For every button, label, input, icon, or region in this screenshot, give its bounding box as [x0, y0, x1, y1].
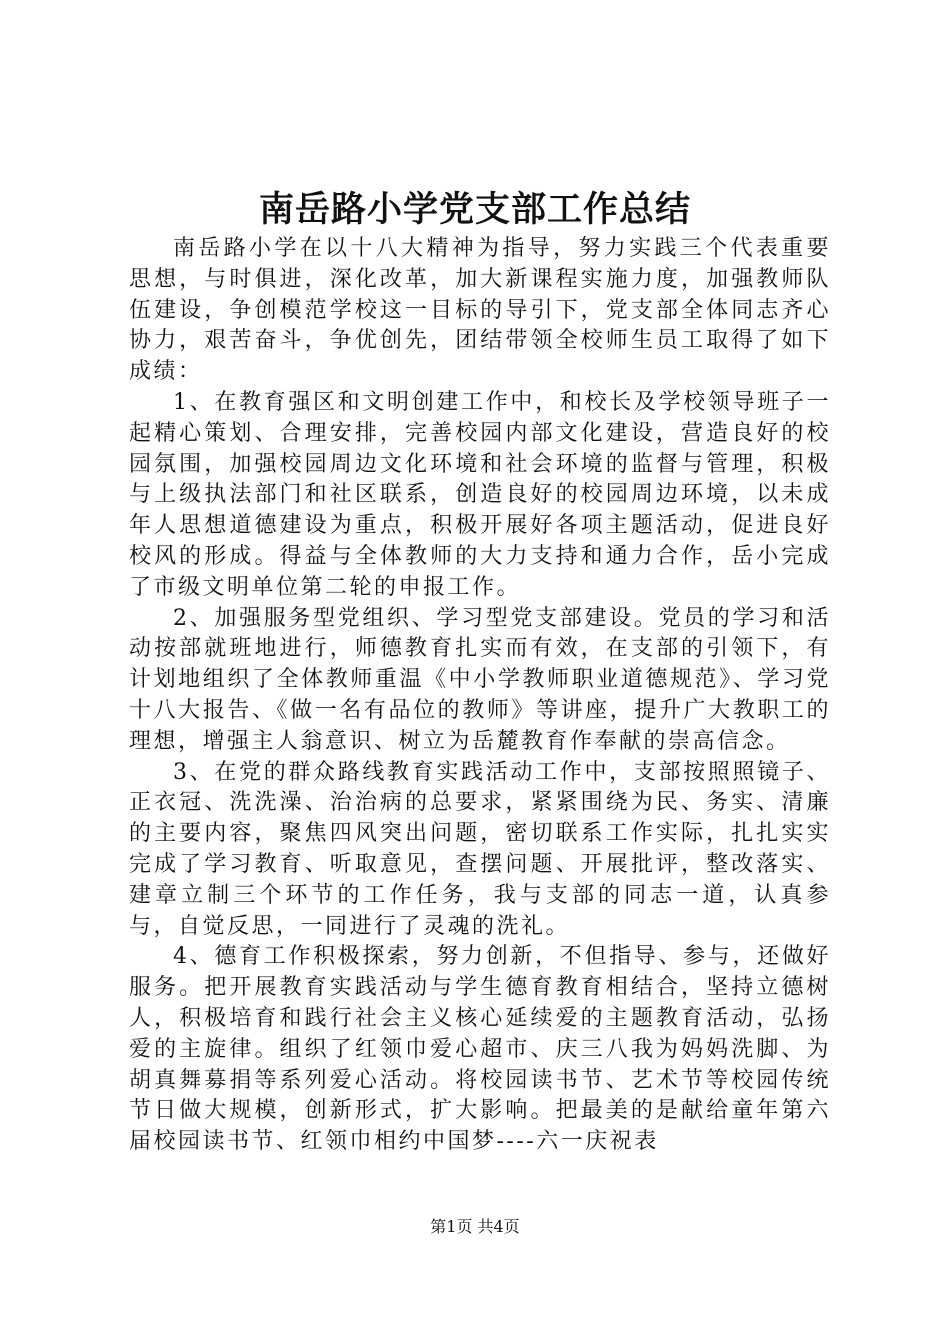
- paragraph-item-1: 1、在教育强区和文明创建工作中，和校长及学校领导班子一起精心策划、合理安排，完善校园内部文化建设，营造良好的校园氛围，加强校园周边文化环境和社会环境的监督与管理，积极与上级执法部门和社区联系，创造良好的校园周边环境，以未成年人思想道德建设为重点，积极开展好各项主题活动，促进良好校风的形成。得益与全体教师的大力支持和通力合作，岳小完成了市级文明单位第二轮的申报工作。: [129, 389, 831, 600]
- document-title: 南岳路小学党支部工作总结: [258, 189, 691, 230]
- intro-paragraph: 南岳路小学在以十八大精神为指导，努力实践三个代表重要思想，与时俱进，深化改革，加大新课程实施力度，加强教师队伍建设，争创模范学校这一目标的导引下，党支部全体同志齐心协力，艰苦奋斗，争优创先，团结带领全校师生员工取得了如下成绩：: [129, 236, 831, 385]
- document-body: [129, 234, 831, 1158]
- paragraph-item-2: 2、加强服务型党组织、学习型党支部建设。党员的学习和活动按部就班地进行，师德教育扎实而有效，在支部的引领下，有计划地组织了全体教师重温《中小学教师职业道德规范》、学习党十八大报告、《做一名有品位的教师》等讲座，提升广大教职工的理想，增强主人翁意识、树立为岳麓教育作奉献的崇高信念。: [129, 605, 831, 754]
- paragraph-item-4: 4、德育工作积极探索，努力创新，不但指导、参与，还做好服务。把开展教育实践活动与学生德育教育相结合，坚持立德树人，积极培育和践行社会主义核心延续爱的主题教育活动，弘扬爱的主旋律。组织了红领巾爱心超市、庆三八我为妈妈洗脚、为胡真舞募捐等系列爱心活动。将校园读书节、艺术节等校园传统节日做大规模，创新形式，扩大影响。把最美的是献给童年第六届校园读书节、红领巾相约中国梦----六一庆祝表: [129, 944, 831, 1155]
- page-footer: 第1页 共4页: [430, 1217, 520, 1236]
- paragraph-item-3: 3、在党的群众路线教育实践活动工作中，支部按照照镜子、正衣冠、洗洗澡、治治病的总要求，紧紧围绕为民、务实、清廉的主要内容，聚焦四风突出问题，密切联系工作实际，扎扎实实完成了学习教育、听取意见，查摆问题、开展批评，整改落实、建章立制三个环节的工作任务，我与支部的同志一道，认真参与，自觉反思，一同进行了灵魂的洗礼。: [129, 759, 831, 939]
